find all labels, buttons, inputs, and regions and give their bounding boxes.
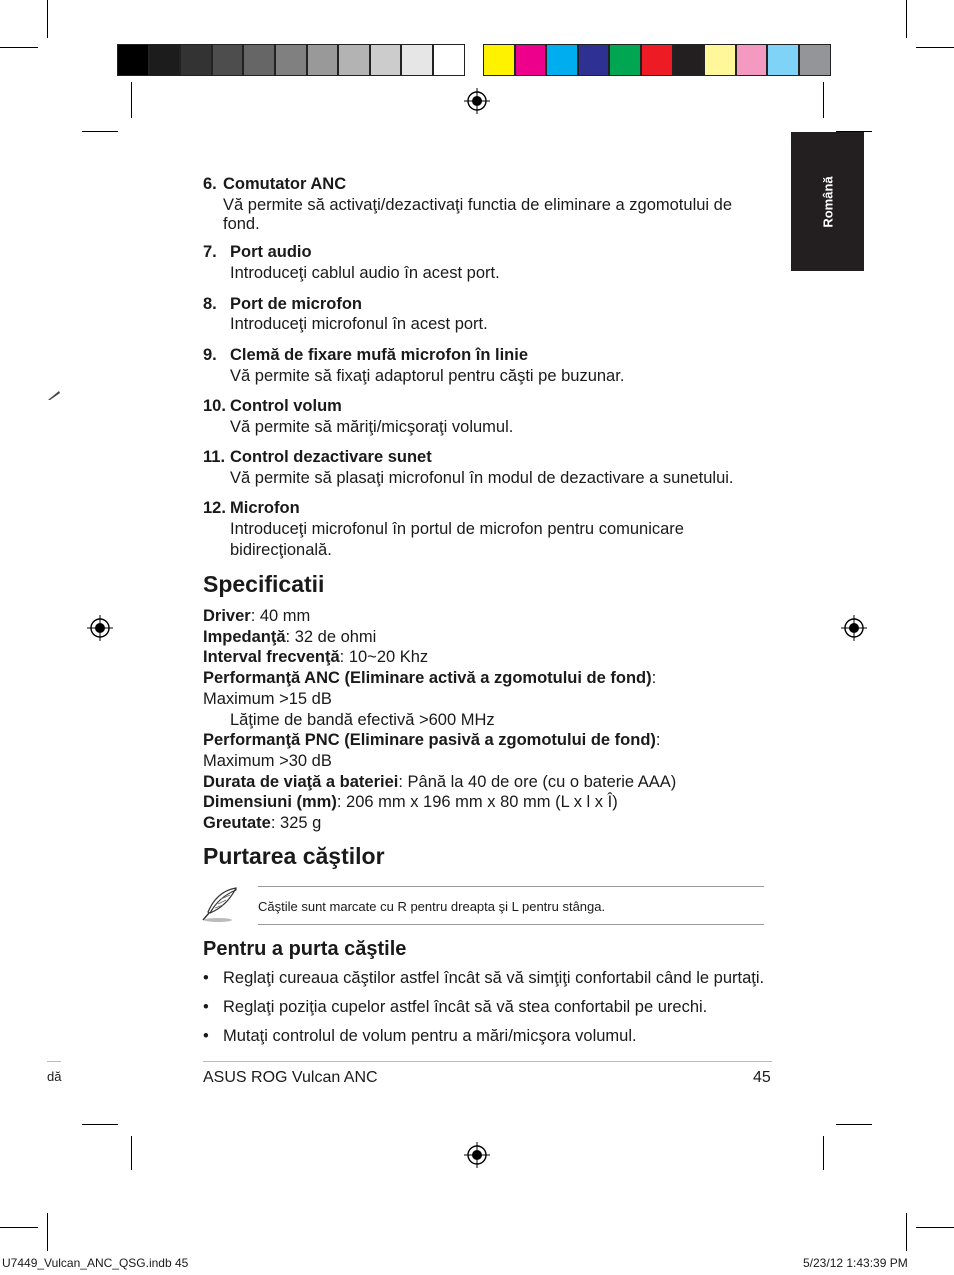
spec-label: Driver: [203, 607, 251, 625]
item-description: bidirecţională.: [230, 541, 332, 559]
slug-file-name: U7449_Vulcan_ANC_QSG.indb 45: [2, 1256, 189, 1270]
spec-value: Lăţime de bandă efectivă >600 MHz: [230, 711, 495, 729]
item-number: 12.: [203, 499, 226, 517]
item-title: Control dezactivare sunet: [230, 448, 432, 466]
spec-label: Durata de viaţă a bateriei: [203, 773, 399, 791]
spec-value: : Până la 40 de ore (cu o baterie AAA): [398, 773, 677, 791]
color-swatch: [641, 44, 673, 76]
wearing-heading: Purtarea căştilor: [203, 843, 385, 869]
color-swatch: [736, 44, 768, 76]
bullet-mark: •: [203, 1027, 209, 1045]
crop-mark: [131, 82, 132, 118]
slug-date: 5/23/12 1:43:39 PM: [803, 1256, 908, 1270]
color-swatch: [609, 44, 641, 76]
spec-label: Performanţă ANC (Eliminare activă a zgomotului de fond): [203, 669, 652, 687]
bullet-item: Reglaţi poziţia cupelor astfel încât să vă stea confortabil pe urechi.: [223, 998, 708, 1016]
color-swatch: [243, 44, 275, 76]
item-description: fond.: [223, 215, 260, 233]
color-swatch: [212, 44, 244, 76]
spec-colon: :: [651, 669, 657, 687]
crop-mark: [131, 1136, 132, 1170]
bullet-item: Mutaţi controlul de volum pentru a mări/micşora volumul.: [223, 1027, 637, 1045]
footer-page-number: 45: [753, 1069, 771, 1086]
item-number: 8.: [203, 295, 217, 313]
crop-mark: [47, 0, 48, 38]
note-rule-top: [258, 886, 764, 887]
crop-mark: [906, 1213, 907, 1251]
crop-mark: [0, 47, 38, 48]
footer-product-name: ASUS ROG Vulcan ANC: [203, 1069, 378, 1086]
spec-label: Interval frecvenţă: [203, 648, 340, 666]
color-swatch: [515, 44, 547, 76]
registration-mark-icon: [464, 1142, 490, 1168]
crop-mark: [916, 47, 954, 48]
item-title: Control volum: [230, 397, 342, 415]
crop-mark: [906, 0, 907, 38]
color-swatch: [673, 44, 705, 76]
spec-value: : 325 g: [270, 814, 322, 832]
color-swatch: [483, 44, 515, 76]
spec-frequency: [203, 647, 428, 668]
crop-mark: [47, 1213, 48, 1251]
color-swatch: [307, 44, 339, 76]
item-description: Introduceţi cablul audio în acest port.: [230, 264, 500, 282]
crop-mark: [836, 1124, 872, 1125]
item-number: 6.: [203, 175, 217, 193]
margin-pen-icon: [47, 389, 61, 401]
spec-label: Performanţă PNC (Eliminare pasivă a zgomotului de fond): [203, 731, 656, 749]
note-rule-bottom: [258, 924, 764, 925]
item-description: Vă permite să fixaţi adaptorul pentru căşti pe buzunar.: [230, 367, 625, 385]
spec-value: : 32 de ohmi: [285, 628, 377, 646]
item-description: Introduceţi microfonul în portul de microfon pentru comunicare: [230, 520, 684, 538]
bullet-item: Reglaţi cureaua căştilor astfel încât să vă simţiţi confortabil când le purtaţi.: [223, 969, 765, 987]
color-swatch: [546, 44, 578, 76]
spec-label: Impedanţă: [203, 628, 286, 646]
spec-label: Dimensiuni (mm): [203, 793, 337, 811]
registration-mark-icon: [841, 615, 867, 641]
crop-mark: [916, 1227, 954, 1228]
crop-mark: [82, 131, 118, 132]
color-swatch: [704, 44, 736, 76]
spec-weight: [203, 813, 321, 834]
note-text: Căştile sunt marcate cu R pentru dreapta şi L pentru stânga.: [258, 899, 606, 914]
spec-driver: [203, 606, 310, 627]
item-title: Clemă de fixare mufă microfon în linie: [230, 346, 528, 364]
spec-label: Greutate: [203, 814, 271, 832]
spec-value: Maximum >30 dB: [203, 752, 332, 770]
footer-rule: [203, 1061, 772, 1062]
item-number: 9.: [203, 346, 217, 364]
footer-rule-fragment: [47, 1061, 61, 1062]
crop-mark: [823, 1136, 824, 1170]
item-description: Introduceţi microfonul în acest port.: [230, 315, 488, 333]
item-description: Vă permite să plasaţi microfonul în modul de dezactivare a sunetului.: [230, 469, 734, 487]
process-color-bar: [483, 44, 831, 76]
color-swatch: [180, 44, 212, 76]
color-swatch: [578, 44, 610, 76]
spec-value: : 206 mm x 196 mm x 80 mm (L x l x Î): [336, 793, 618, 811]
crop-mark: [0, 1227, 38, 1228]
color-swatch: [338, 44, 370, 76]
spec-battery: [203, 772, 676, 793]
bullet-mark: •: [203, 998, 209, 1016]
feather-note-icon: [200, 886, 240, 924]
color-swatch: [401, 44, 433, 76]
item-title: Port de microfon: [230, 295, 363, 313]
color-swatch: [117, 44, 149, 76]
color-swatch: [370, 44, 402, 76]
specifications-heading: Specificatii: [203, 571, 325, 597]
color-swatch: [275, 44, 307, 76]
spec-value: Maximum >15 dB: [203, 690, 332, 708]
item-title: Microfon: [230, 499, 300, 517]
spec-anc: [203, 668, 656, 689]
item-number: 7.: [203, 243, 217, 261]
crop-mark: [82, 1124, 118, 1125]
spec-impedance: [203, 627, 376, 648]
registration-mark-icon: [87, 615, 113, 641]
bullet-mark: •: [203, 969, 209, 987]
spec-value: : 10~20 Khz: [339, 648, 429, 666]
spec-dimensions: [203, 792, 618, 813]
spec-pnc: [203, 730, 661, 751]
language-tab: [791, 132, 864, 271]
wearing-subheading: Pentru a purta căştile: [203, 938, 407, 960]
item-number: 10.: [203, 397, 226, 415]
grayscale-color-bar: [117, 44, 465, 76]
footer-left-fragment: dă: [47, 1069, 62, 1084]
spec-colon: :: [655, 731, 661, 749]
color-swatch: [767, 44, 799, 76]
item-title: Comutator ANC: [223, 175, 347, 193]
language-tab-label: Română: [820, 175, 835, 228]
item-number: 11.: [203, 448, 226, 466]
spec-value: : 40 mm: [250, 607, 311, 625]
crop-mark: [823, 82, 824, 118]
item-description: Vă permite să activaţi/dezactivaţi functia de eliminare a zgomotului de: [223, 196, 733, 214]
color-swatch: [433, 44, 465, 76]
item-description: Vă permite să măriţi/micşoraţi volumul.: [230, 418, 514, 436]
item-title: Port audio: [230, 243, 312, 261]
color-swatch: [149, 44, 181, 76]
color-swatch: [799, 44, 831, 76]
registration-mark-icon: [464, 88, 490, 114]
